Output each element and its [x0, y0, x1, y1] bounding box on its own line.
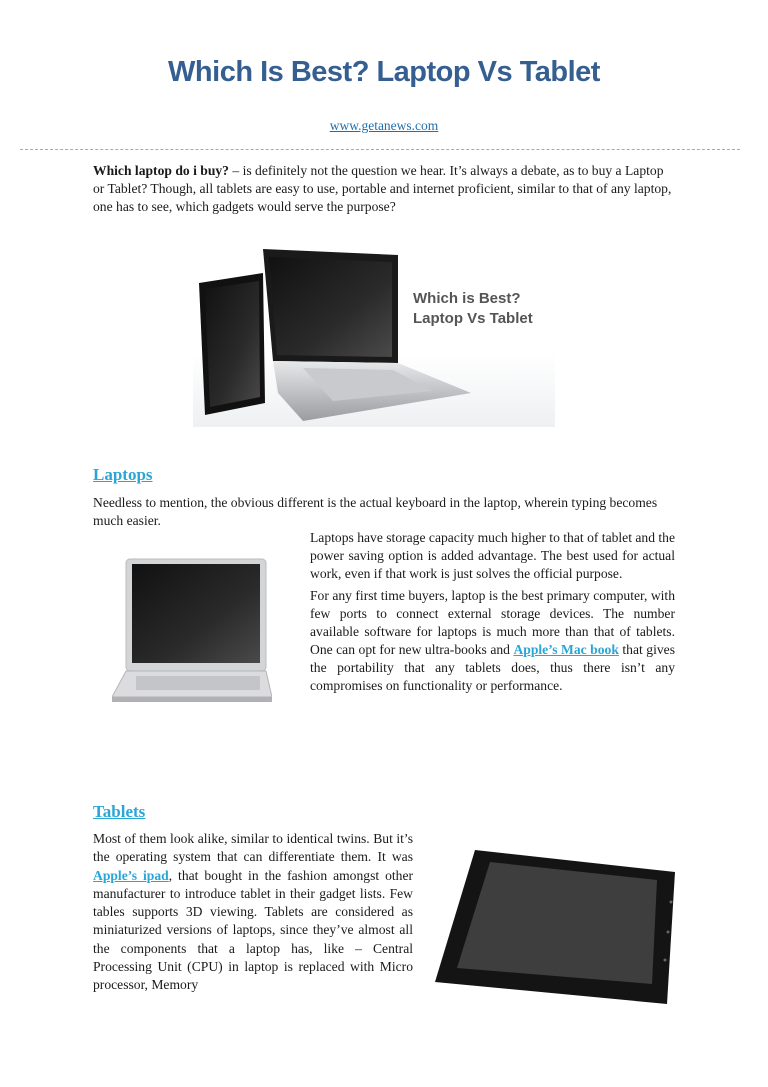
intro-text: – is definitely not the question we hear. It’s always a debate, as to buy a Laptop or Tablet? Though, all tablets are easy to use, portable and internet proficient, similar to that of any laptop, one has to see, which gadgets would serve the purpose?	[93, 163, 672, 214]
laptop-tablet-illustration	[193, 243, 555, 427]
laptops-heading: Laptops	[93, 465, 153, 484]
tablets-text-start: Most of them look alike, similar to identical twins. But it’s the operating system that can differentiate them. It was	[93, 831, 413, 865]
apple-ipad-link[interactable]: Apple’s ipad	[93, 867, 169, 883]
tablets-text-end: , that bought in the fashion amongst other manufacturer to introduce tablet in their gadget lists. Few tables supports 3D viewing. Tablets are considered as miniaturized versions of laptops, since they’ve almost all the components that a laptop has, like – Central Processing Unit (CPU) in laptop is replaced with Micro processor, Memory	[93, 867, 414, 993]
laptops-right-column	[310, 529, 675, 695]
laptops-paragraph-2: Laptops have storage capacity much higher to that of tablet and the power saving option is added advantage. The best used for actual work, even if that work is just solves the official purpose.	[310, 530, 676, 581]
para3-text-start: For any first time buyers, laptop is the best primary computer, with few ports to connect external storage devices. The number available software for laptops is much more than that of tablets. One can opt for new ultra-books and	[310, 588, 675, 657]
laptop-illustration	[112, 545, 272, 707]
tablet-image	[435, 842, 695, 1010]
laptop-image	[112, 545, 272, 707]
hero-caption-line2: Laptop Vs Tablet	[413, 310, 533, 327]
tablets-paragraph	[93, 830, 413, 995]
tablet-illustration	[435, 842, 695, 1010]
apple-mac-book-link[interactable]: Apple’s Mac book	[513, 642, 619, 657]
site-link[interactable]: www.getanews.com	[329, 118, 439, 133]
hero-caption-line1: Which is Best?	[413, 290, 521, 307]
hero-image	[193, 243, 555, 427]
dashed-divider	[20, 149, 740, 150]
tablets-heading: Tablets	[93, 802, 146, 821]
page-title: Which Is Best? Laptop Vs Tablet	[168, 56, 600, 88]
intro-lead: Which laptop do i buy?	[93, 163, 229, 178]
intro-paragraph	[93, 162, 675, 216]
para3-text-end: that gives the portability that any tablets does, thus there isn’t any compromises on functionality or performance.	[310, 642, 675, 693]
laptops-paragraph-1: Needless to mention, the obvious different is the actual keyboard in the laptop, wherein typing becomes much easier.	[93, 495, 658, 528]
laptops-paragraph-3	[310, 587, 675, 695]
